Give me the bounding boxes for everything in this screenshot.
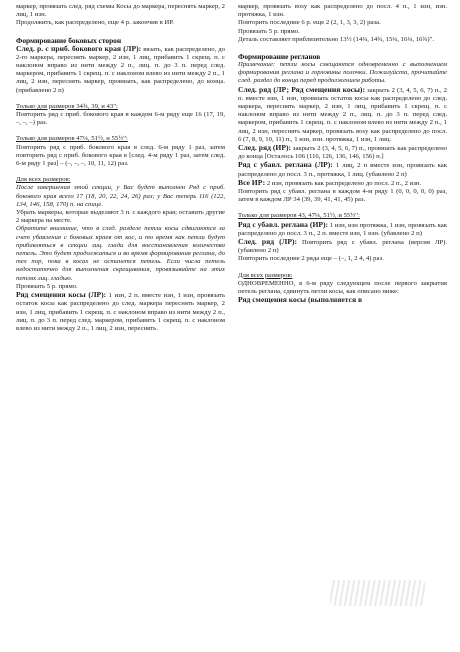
row-label: Ряд смещения косы (выполняется в	[238, 295, 363, 305]
paragraph	[16, 45, 225, 95]
row-text: 2 изн, провязать как распределено до посл. 2 п., 2 изн.	[266, 179, 422, 187]
row-text: вязать, как распределено, до 2-го маркера, переснять маркер, 2 изн, 1 лиц, прибавить 1 скрещ. п. с наклоном вправо из нити между 2 п., лиц. п. до 3 п. перед след. маркером, прибавить 1 скрещ. п. с наклоном влево из нити между 2 п., 1 лиц, 2 изн, переснять маркер, провязать, как распределено, до конца. (прибавлено 2 п)	[16, 45, 225, 94]
paragraph	[238, 221, 447, 238]
paragraph: Повторить последние 6 р. еще 2 (2, 1, 3, 3, 2) раза.	[238, 19, 381, 27]
row-label: Все ИР:	[238, 177, 266, 187]
row-label: Ряд смещения косы (ЛР):	[16, 290, 107, 300]
paragraph: ОДНОВРЕМЕННО, в 6-м ряду следующем после первого закрытия петель реглана, сдвинуть петли косы, как описано ниже:	[238, 279, 447, 296]
size-label: Только для размеров 43, 47¼, 51½, и 55½":	[238, 212, 360, 220]
paragraph: Провязать 5 р. прямо.	[16, 282, 78, 290]
paragraph: Продолжить, как распределено, еще 4 р. закончив в ИР.	[16, 19, 174, 27]
paragraph	[238, 179, 447, 188]
row-label: След. ряд (ИР):	[238, 143, 292, 153]
size-label: Для всех размеров:	[238, 271, 293, 279]
row-text: закрыть 2 (3, 4, 5, 6, 7) п., 2 п. вместе изн, 1 изн, провязать остаток косы как распределено до след. маркера, переснять маркер, 2 изн, 1 лиц, прибавить 1 скрещ. п. с наклоном вправо из нити между 2 п., лиц. п. до 3 п. перед след. маркером, прибавить 1 скрещ. п. с наклоном влево из нити между 2 п., 1 лиц, 2 изн, переснять маркер, провязать вosy как распределено до посл. 6 (7, 8, 9, 10, 11) п., 1 изн, изн. протяжка, 1 изн, 1 лиц.	[238, 86, 447, 143]
row-label: Ряд с убавл. реглана (ИР):	[238, 219, 329, 229]
paragraph	[16, 291, 225, 333]
paragraph: Повторить последние 2 ряда еще – (–, 1, 2 4, 4) раз.	[238, 255, 384, 263]
note-paragraph: Примечание: петли косы смещаются одновременно с выполнением формирования реглана и горловины полочки. Пожалуйста, прочитайте след. раздел до конца перед продолжением работы.	[238, 61, 447, 85]
row-text: Повторить ряд с убавл. реглана (версия ЛР). (убавлено 2 п)	[238, 239, 448, 255]
paragraph	[238, 86, 447, 144]
italic-paragraph: После завершения этой секции, у Вас будет выполнен Ряд с приб. бокового края всего 17 (18, 20, 22, 24, 26) раз; у Вас теперь 116 (122, 134, 146, 158, 170) п. на спице.	[16, 184, 225, 208]
section-heading: Формирование регланов	[238, 52, 321, 62]
scan-watermark	[330, 580, 425, 606]
paragraph: Убрать маркеры, которые выделяют 3 п. с каждого края; оставить другие 2 маркера на месте.	[16, 209, 225, 225]
size-label: Только для размеров 34¾, 39, и 43":	[16, 102, 118, 110]
paragraph: маркер, провязать вosy как распределено до посл. 4 п., 1 изн, изн. протяжка, 1 изн.	[238, 3, 447, 19]
size-label: Для всех размеров:	[16, 176, 71, 184]
row-text: закрыть 2 (3, 4, 5, 6, 7) п., провязать как распределено до конца [Осталось 106 (116, 126, 136, 146, 156) п.]	[238, 145, 448, 161]
row-label: След. ряд (ЛР; Ряд смещения косы):	[238, 84, 365, 94]
size-label: Только для размеров 47¼, 51½, и 55½":	[16, 135, 128, 143]
paragraph: Повторить ряд с приб. бокового края в след. 6-м ряду 1 раз, затем повторить ряд с приб. бокового края в [след. 4-м ряду 1 раз, затем след. 6-м ряду 1 раз] – (–, –, –, 10, 11, 12) раз.	[16, 143, 225, 168]
row-text: 1 лиц, 2 п вместе изн, провязать как распределено до посл. 3 п., протяжка, 1 лиц. (убавлено 2 п)	[238, 162, 448, 178]
row-label: След. ряд (ЛР):	[238, 237, 298, 247]
paragraph: Повторить ряд с приб. бокового края в каждом 6-м ряду еще 16 (17, 19, –, –, –) раз.	[16, 111, 225, 127]
row-label: След. р. с приб. бокового края (ЛР):	[16, 43, 142, 53]
right-column	[238, 3, 447, 305]
paragraph: Повторить ряд с убавл. реглана в каждом 4-м ряду 1 (0, 0, 0, 0, 0) раз, затем в каждом ЛР 34 (39, 39, 41, 41, 45) раз.	[238, 188, 447, 204]
row-text: 1 изн, 2 п. вместе изн, 1 изн, провязать остаток косы как распределено до след. маркера переснять маркер, 2 изн, 1 лиц, прибавить 1 скрещ. п. с наклоном вправо из нити между 2 п., лиц. п. до 3 п. перед след. маркером, прибавить 1 скрещ. п. с наклоном влево из нити между 2 п., 1 лиц, 2 изн, переснять.	[16, 292, 225, 332]
paragraph: Провязать 5 р. прямо.	[238, 27, 300, 35]
paragraph	[238, 238, 447, 255]
paragraph	[238, 144, 447, 161]
paragraph	[238, 161, 447, 178]
row-label: Ряд с убавл. реглана (ЛР):	[238, 160, 333, 170]
note-paragraph: Обратите внимание, что в след. разделе петли косы сдвигаются за счет убавления с боковых краев от кос, и то время как петли будут прибавляться в секции лиц. глади для восстановления количества петель. Это будет продолжаться и во время формирования реглана, до тех пор, пока в косах не останется петель. Если числа петель недостаточно для выполнения скрещивания, провязывайте на этих петлях лиц. гладью.	[16, 225, 225, 282]
left-column	[16, 3, 225, 333]
row-text: 1 изн, изн протяжка, 1 изн, провязать как распределено до посл. 3 п., 2 п. вместе изн, 1 изн. (убавлено 2 п)	[238, 221, 447, 237]
section-heading: Формирование боковых сторон	[16, 35, 122, 45]
paragraph: маркер, провязать след. ряд схемы Косы до маркера, переснять маркер, 2 лиц, 1 изн.	[16, 3, 225, 19]
paragraph: Деталь составляет приблизительно 13½ (14¼, 14¾, 15¼, 16¼, 16¾)".	[238, 35, 435, 43]
